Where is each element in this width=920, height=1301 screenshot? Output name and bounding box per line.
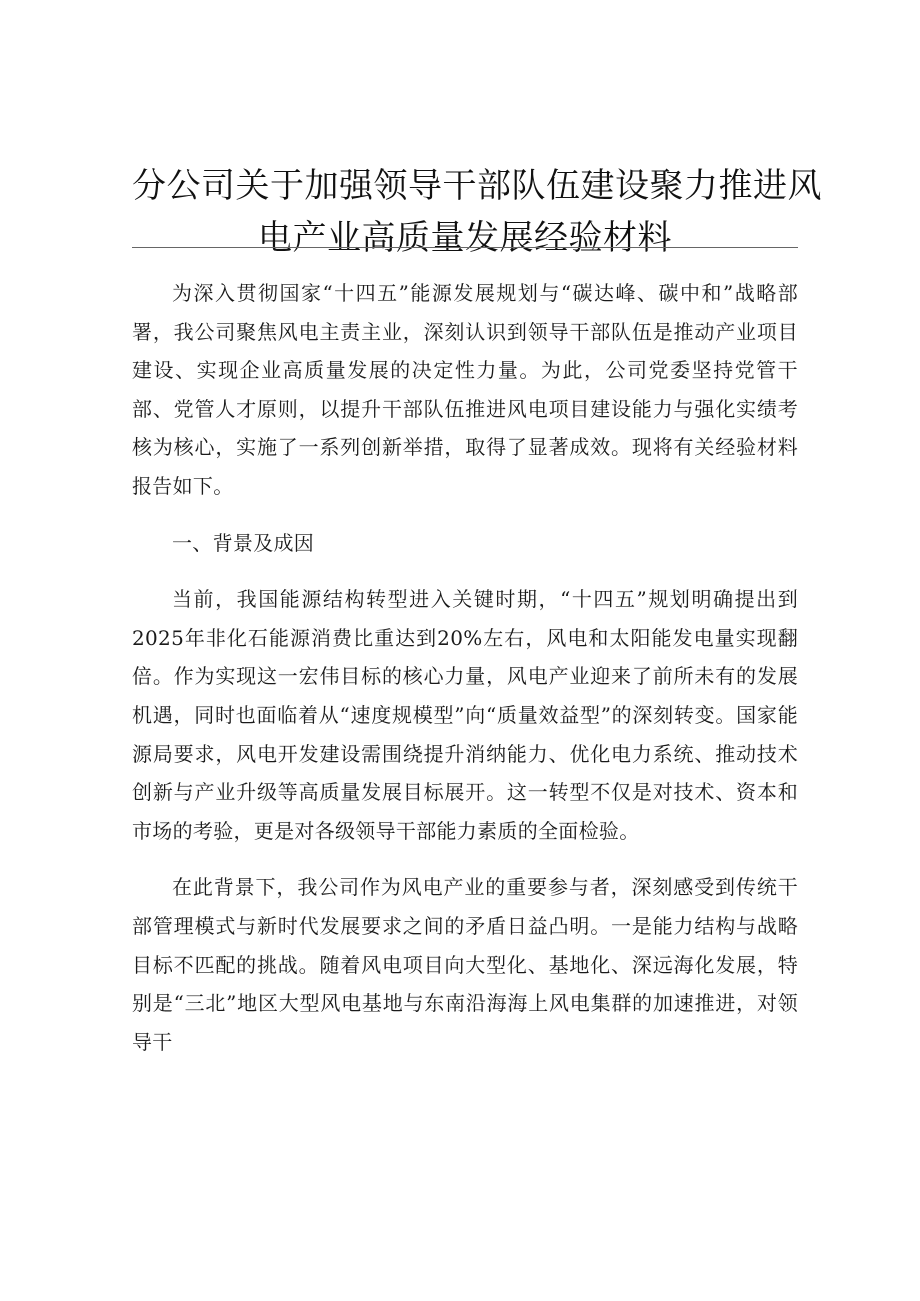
intro-paragraph: 为深入贯彻国家“十四五”能源发展规划与“碳达峰、碳中和”战略部署，我公司聚焦风电主责主业，深刻认识到领导干部队伍是推动产业项目建设、实现企业高质量发展的决定性力量。为此，公司党委坚持党管干部、党管人才原则，以提升干部队伍推进风电项目建设能力与强化实绩考核为核心，实施了一系列创新举措，取得了显著成效。现将有关经验材料报告如下。 — [132, 281, 798, 498]
section-heading-background: 一、背景及成因 — [172, 530, 315, 555]
title-divider — [132, 247, 798, 248]
document-body — [132, 274, 798, 1079]
title-line-1: 分公司关于加强领导干部队伍建设聚力推进风 — [132, 166, 822, 206]
document-title — [132, 160, 822, 264]
title-line-2: 电产业高质量发展经验材料 — [258, 218, 672, 258]
background-paragraph-1: 当前，我国能源结构转型进入关键时期，“十四五”规划明确提出到2025年非化石能源消费比重达到20%左右，风电和太阳能发电量实现翻倍。作为实现这一宏伟目标的核心力量，风电产业迎来了前所未有的发展机遇，同时也面临着从“速度规模型”向“质量效益型”的深刻转变。国家能源局要求，风电开发建设需围绕提升消纳能力、优化电力系统、推动技术创新与产业升级等高质量发展目标展开。这一转型不仅是对技术、资本和市场的考验，更是对各级领导干部能力素质的全面检验。 — [132, 587, 798, 843]
background-paragraph-2: 在此背景下，我公司作为风电产业的重要参与者，深刻感受到传统干部管理模式与新时代发展要求之间的矛盾日益凸明。一是能力结构与战略目标不匹配的挑战。随着风电项目向大型化、基地化、深远海化发展，特别是“三北”地区大型风电基地与东南沿海海上风电集群的加速推进，对领导干 — [132, 875, 798, 1054]
